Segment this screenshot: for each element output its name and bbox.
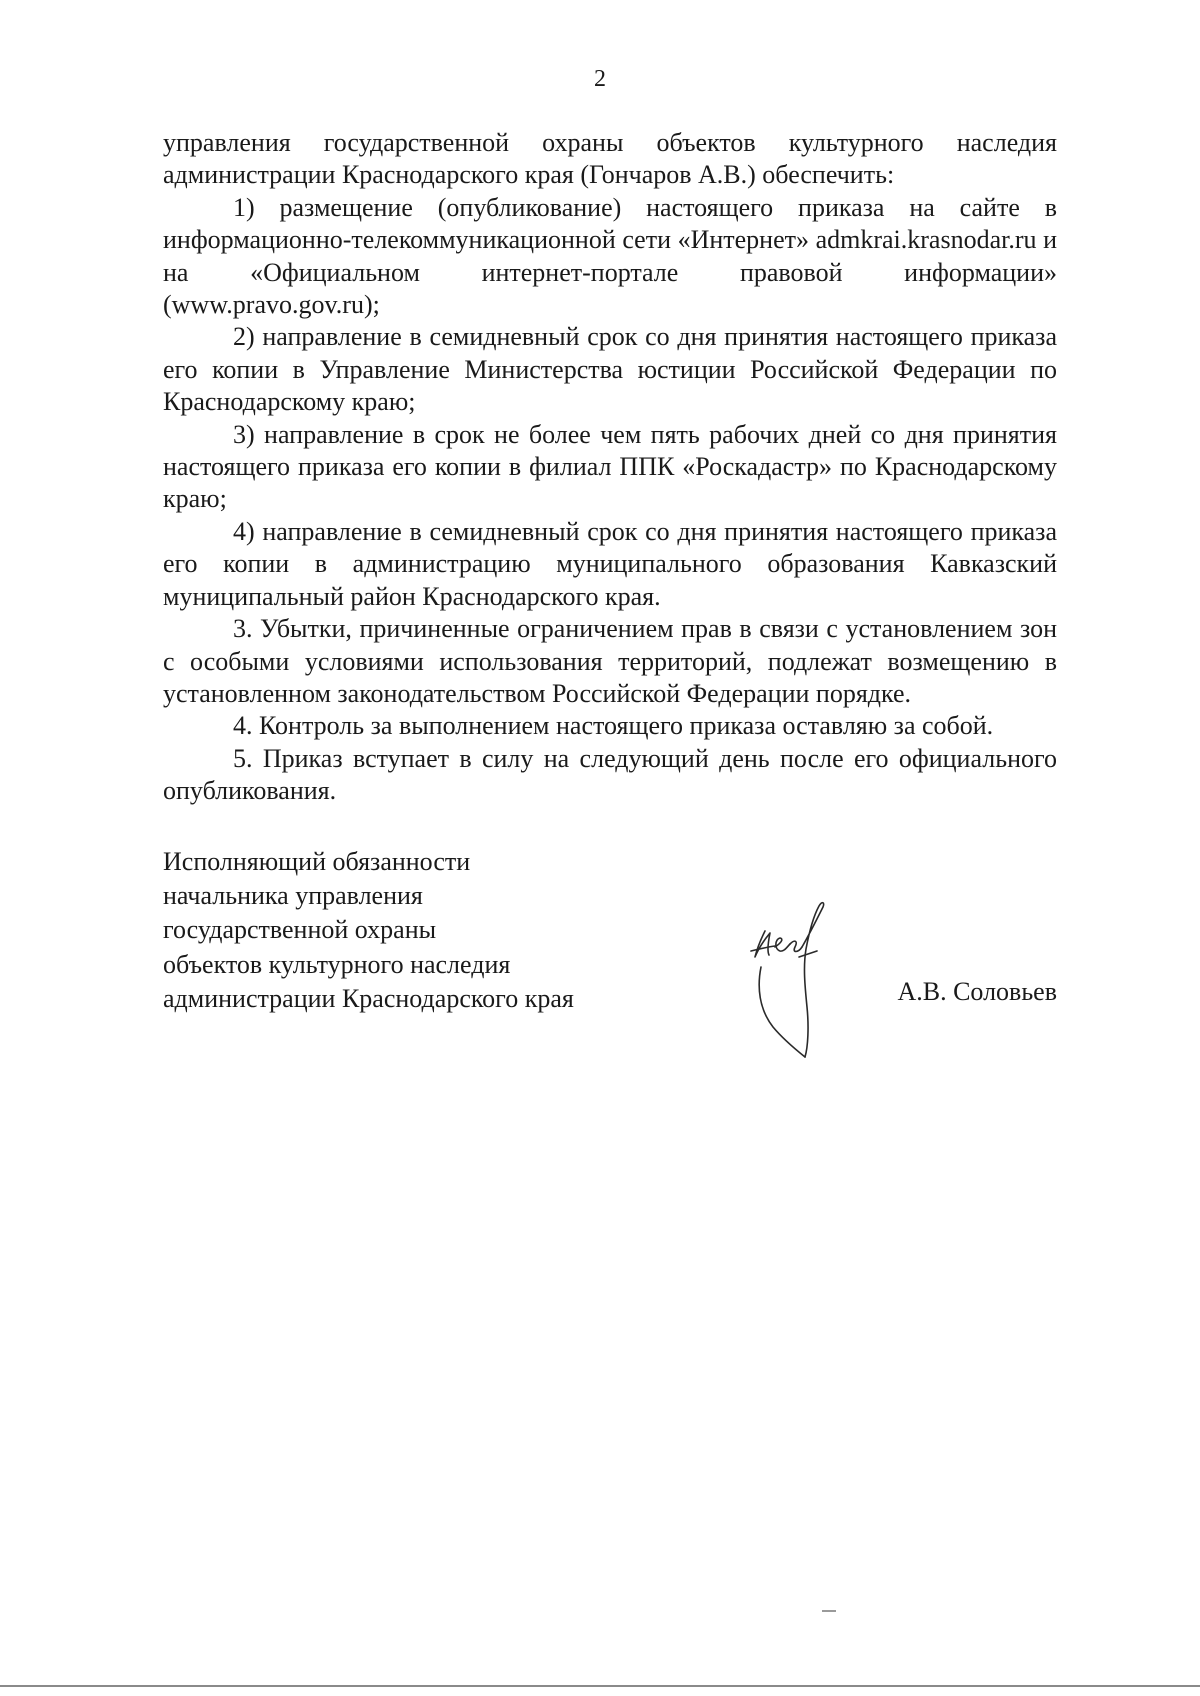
paragraph-clause-3: 3. Убытки, причиненные ограничением прав в связи с установлением зон с особыми условиями использования территорий, подлежат возмещению в установленном законодательством Российской Федерации порядке.: [163, 614, 1057, 708]
page-number: 2: [594, 66, 606, 92]
signature-block: [163, 845, 1057, 1075]
page-bottom-rule: [0, 1685, 1200, 1687]
paragraph-item-2: 2) направление в семидневный срок со дня принятия настоящего приказа его копии в Управление Министерства юстиции Российской Федерации по Краснодарскому краю;: [163, 322, 1057, 417]
paragraph-continuation: управления государственной охраны объектов культурного наследия администрации Краснодарского края (Гончаров А.В.) обеспечить:: [163, 128, 1057, 190]
paragraph-item-1: 1) размещение (опубликование) настоящего приказа на сайте в информационно-телекоммуникационной сети «Интернет» admkrai.krasnodar.ru и на «Официальном интернет-портале правовой информации» (www.pravo.gov.ru);: [163, 192, 1057, 320]
signatory-title: [163, 845, 574, 1016]
paragraph-item-4: 4) направление в семидневный срок со дня принятия настоящего приказа его копии в администрацию муниципального образования Кавказский муниципальный район Краснодарского края.: [163, 516, 1057, 611]
paragraph-clause-5: 5. Приказ вступает в силу на следующий день после его официального опубликования.: [163, 743, 1057, 806]
paragraph-clause-4: 4. Контроль за выполнением настоящего приказа оставляю за собой.: [233, 711, 994, 741]
signatory-title-line: администрации Краснодарского края: [163, 983, 574, 1013]
paragraph-item-3: 3) направление в срок не более чем пять рабочих дней со дня принятия настоящего приказа его копии в филиал ППК «Роскадастр» по Краснодарскому краю;: [163, 419, 1057, 514]
signatory-title-line: объектов культурного наследия: [163, 949, 511, 979]
handwritten-signature: [737, 897, 847, 1072]
signatory-name: А.В. Соловьев: [897, 977, 1057, 1006]
signatory-title-line: Исполняющий обязанности: [163, 847, 471, 876]
signatory-title-line: государственной охраны: [163, 915, 437, 945]
scan-mark: [822, 1610, 836, 1612]
signatory-title-line: начальника управления: [163, 881, 423, 911]
document-body: [163, 127, 1057, 808]
